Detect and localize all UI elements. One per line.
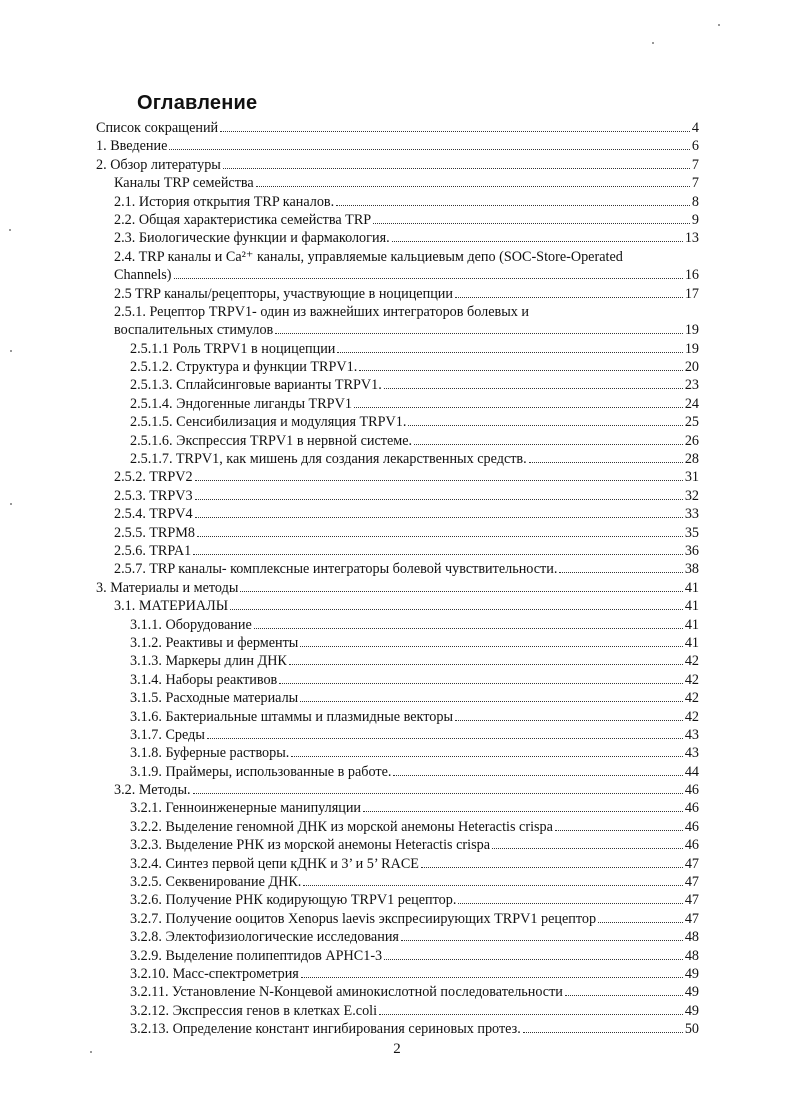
toc-entry	[96, 505, 699, 523]
toc-entry	[96, 376, 699, 394]
toc-entry-title: 3.2.7. Получение ооцитов Xenopus laevis экспресиирующих TRPV1 рецептор	[130, 910, 597, 927]
dot-leader	[421, 867, 683, 868]
dot-leader	[455, 297, 683, 298]
toc-entry-title: 3.1.6. Бактериальные штаммы и плазмидные векторы	[130, 708, 453, 725]
scan-speck	[718, 24, 720, 26]
toc-entry	[96, 1020, 699, 1038]
dot-leader	[275, 333, 683, 334]
toc-entry-page: 23	[684, 377, 699, 394]
toc-entry-title: Channels)	[114, 267, 172, 284]
dot-leader	[169, 149, 690, 150]
dot-leader	[256, 186, 690, 187]
toc-entry	[96, 799, 699, 817]
toc-entry-page: 31	[684, 469, 699, 486]
toc-entry-page: 28	[684, 451, 699, 468]
toc-entry-title: 2.5.4. TRPV4	[114, 506, 193, 523]
dot-leader	[393, 775, 682, 776]
toc-entry-page: 42	[684, 708, 699, 725]
toc-entry-page: 42	[684, 690, 699, 707]
toc-entry	[96, 542, 699, 560]
toc-entry-title: 1. Введение	[96, 138, 168, 155]
scan-speck	[10, 503, 12, 505]
toc-entry-title: 2.5.1.4. Эндогенные лиганды TRPV1	[130, 395, 352, 412]
toc-entry	[96, 652, 699, 670]
dot-leader	[414, 444, 683, 445]
dot-leader	[337, 352, 682, 353]
toc-entry-page: 43	[684, 726, 699, 743]
dot-leader	[359, 370, 683, 371]
dot-leader	[384, 959, 683, 960]
toc-entry	[96, 781, 699, 799]
toc-entry	[96, 468, 699, 486]
toc-entry-title: 3.2. Методы.	[114, 782, 191, 799]
toc-entry-page: 20	[684, 359, 699, 376]
dot-leader	[174, 278, 683, 279]
toc-entry-page: 9	[691, 211, 699, 228]
dot-leader	[336, 205, 690, 206]
toc-entry-title: Каналы TRP семейства	[114, 175, 254, 192]
toc-entry-title: воспалительных стимулов	[114, 322, 274, 339]
scan-speck	[652, 42, 654, 44]
toc-entry-page: 42	[684, 671, 699, 688]
toc-entry	[96, 248, 699, 266]
toc-entry-title: 3.2.10. Масс-спектрометрия	[130, 965, 299, 982]
toc-entry	[96, 303, 699, 321]
dot-leader	[193, 554, 683, 555]
toc-entry-page: 32	[684, 487, 699, 504]
dot-leader	[303, 885, 682, 886]
toc-entry-title: 2.5.1.6. Экспрессия TRPV1 в нервной системе.	[130, 432, 413, 449]
toc-entry	[96, 891, 699, 909]
toc-entry-title: 3. Материалы и методы	[96, 579, 239, 596]
dot-leader	[240, 591, 682, 592]
toc-entry	[96, 616, 699, 634]
toc-entry	[96, 193, 699, 211]
table-of-contents	[96, 119, 699, 1039]
dot-leader	[301, 977, 683, 978]
toc-entry-page: 25	[684, 414, 699, 431]
page-title: Оглавление	[137, 92, 258, 114]
dot-leader	[363, 811, 683, 812]
toc-entry-title: 2.5 TRP каналы/рецепторы, участвующие в ноцицепции	[114, 285, 453, 302]
toc-entry-title: 3.2.2. Выделение геномной ДНК из морской анемоны Heteractis crispa	[130, 818, 553, 835]
dot-leader	[379, 1014, 683, 1015]
toc-entry-page: 44	[684, 763, 699, 780]
toc-entry-page: 7	[691, 156, 699, 173]
dot-leader	[289, 664, 683, 665]
toc-entry-page: 43	[684, 745, 699, 762]
dot-leader	[207, 738, 683, 739]
toc-entry	[96, 634, 699, 652]
toc-entry	[96, 487, 699, 505]
toc-entry-title: 3.2.8. Электофизиологические исследования	[130, 929, 399, 946]
toc-entry	[96, 910, 699, 928]
toc-entry-page: 41	[684, 579, 699, 596]
toc-entry-page: 4	[691, 120, 699, 136]
toc-entry-title: 2.5.5. TRPM8	[114, 524, 195, 541]
page-number: 2	[393, 1041, 401, 1057]
toc-entry-title: 2.4. TRP каналы и Ca²⁺ каналы, управляемые кальциевым депо (SOC-Store-Operated	[114, 248, 623, 265]
toc-entry	[96, 285, 699, 303]
toc-entry	[96, 450, 699, 468]
toc-entry	[96, 836, 699, 854]
toc-entry-page: 13	[684, 230, 699, 247]
toc-entry-page: 46	[684, 818, 699, 835]
dot-leader	[195, 499, 683, 500]
toc-entry-title: 3.2.1. Генноинженерные манипуляции	[130, 800, 362, 817]
toc-entry-page: 24	[684, 395, 699, 412]
toc-entry-title: 2.5.1.1 Роль TRPV1 в ноцицепции	[130, 340, 336, 357]
toc-entry	[96, 340, 699, 358]
toc-entry-page: 48	[684, 947, 699, 964]
toc-entry-title: 3.2.4. Синтез первой цепи кДНК и 3’ и 5’ RACE	[130, 855, 419, 872]
toc-entry-title: 3.1.2. Реактивы и ферменты	[130, 634, 299, 651]
toc-entry-page: 41	[684, 598, 699, 615]
toc-entry-page: 36	[684, 542, 699, 559]
toc-entry-title: 3.1. МАТЕРИАЛЫ	[114, 598, 229, 615]
toc-entry	[96, 174, 699, 192]
toc-entry	[96, 671, 699, 689]
toc-entry-page: 17	[684, 285, 699, 302]
dot-leader	[279, 683, 683, 684]
toc-entry	[96, 708, 699, 726]
toc-entry-page: 49	[684, 1002, 699, 1019]
toc-entry-title: 3.2.12. Экспрессия генов в клетках E.coli	[130, 1002, 378, 1019]
dot-leader	[555, 830, 683, 831]
dot-leader	[354, 407, 683, 408]
toc-entry	[96, 266, 699, 284]
toc-entry-title: 3.2.13. Определение констант ингибирования сериновых протез.	[130, 1021, 521, 1038]
dot-leader	[373, 223, 690, 224]
toc-entry-page: 47	[684, 892, 699, 909]
toc-entry-page: 42	[684, 653, 699, 670]
toc-entry-title: 2. Обзор литературы	[96, 156, 221, 173]
toc-entry-page: 8	[691, 193, 699, 210]
toc-entry	[96, 413, 699, 431]
toc-entry-title: 2.5.1. Рецептор TRPV1- один из важнейших интеграторов болевых и	[114, 303, 529, 320]
toc-entry-page: 49	[684, 984, 699, 1001]
toc-entry	[96, 137, 699, 155]
toc-entry	[96, 211, 699, 229]
toc-entry-title: 3.1.8. Буферные растворы.	[130, 745, 290, 762]
toc-entry-title: 3.2.5. Секвенирование ДНК.	[130, 874, 302, 891]
toc-entry-title: 2.5.6. TRPA1	[114, 542, 192, 559]
toc-entry	[96, 873, 699, 891]
toc-entry-title: 2.5.1.3. Сплайсинговые варианты TRPV1.	[130, 377, 382, 394]
toc-entry-page: 35	[684, 524, 699, 541]
toc-entry-title: 3.1.9. Праймеры, использованные в работе.	[130, 763, 392, 780]
toc-entry-title: 2.5.1.7. TRPV1, как мишень для создания лекарственных средств.	[130, 451, 527, 468]
toc-entry-page: 47	[684, 910, 699, 927]
dot-leader	[300, 701, 683, 702]
dot-leader	[220, 131, 690, 132]
toc-entry	[96, 726, 699, 744]
toc-entry	[96, 524, 699, 542]
toc-entry-title: 2.5.2. TRPV2	[114, 469, 193, 486]
toc-entry	[96, 432, 699, 450]
toc-entry-page: 46	[684, 800, 699, 817]
toc-entry-page: 7	[691, 175, 699, 192]
dot-leader	[565, 995, 683, 996]
toc-entry	[96, 744, 699, 762]
toc-entry-title: 2.2. Общая характеристика семейства TRP	[114, 211, 372, 228]
toc-entry-title: 2.5.3. TRPV3	[114, 487, 193, 504]
toc-entry	[96, 763, 699, 781]
toc-entry-title: 2.5.1.2. Структура и функции TRPV1.	[130, 359, 358, 376]
toc-entry-title: 2.5.1.5. Сенсибилизация и модуляция TRPV1.	[130, 414, 407, 431]
toc-entry	[96, 229, 699, 247]
dot-leader	[559, 572, 682, 573]
toc-entry-page: 46	[684, 782, 699, 799]
toc-entry	[96, 579, 699, 597]
dot-leader	[408, 425, 682, 426]
toc-entry-title: 3.2.3. Выделение РНК из морской анемоны Heteractis crispa	[130, 837, 491, 854]
dot-leader	[300, 646, 682, 647]
toc-entry	[96, 947, 699, 965]
toc-entry-page: 49	[684, 965, 699, 982]
scan-speck	[90, 1051, 92, 1053]
toc-entry-title: 2.3. Биологические функции и фармакология.	[114, 230, 390, 247]
toc-entry	[96, 965, 699, 983]
dot-leader	[492, 848, 683, 849]
toc-entry	[96, 358, 699, 376]
toc-entry	[96, 1002, 699, 1020]
toc-entry-page: 47	[684, 855, 699, 872]
toc-entry-page: 33	[684, 506, 699, 523]
dot-leader	[384, 388, 683, 389]
toc-entry	[96, 855, 699, 873]
toc-entry-title: 3.1.1. Оборудование	[130, 616, 252, 633]
dot-leader	[223, 168, 690, 169]
toc-entry-title: 3.1.3. Маркеры длин ДНК	[130, 653, 287, 670]
toc-entry	[96, 689, 699, 707]
toc-entry	[96, 818, 699, 836]
toc-entry	[96, 983, 699, 1001]
toc-entry	[96, 395, 699, 413]
toc-entry	[96, 928, 699, 946]
dot-leader	[401, 940, 683, 941]
toc-entry-page: 19	[684, 322, 699, 339]
dot-leader	[455, 720, 683, 721]
toc-entry	[96, 597, 699, 615]
toc-entry-title: 2.1. История открытия TRP каналов.	[114, 193, 335, 210]
dot-leader	[195, 480, 683, 481]
toc-entry-page: 46	[684, 837, 699, 854]
scan-speck	[10, 350, 12, 352]
dot-leader	[230, 609, 683, 610]
dot-leader	[197, 536, 683, 537]
dot-leader	[195, 517, 683, 518]
dot-leader	[523, 1032, 683, 1033]
toc-entry-page: 19	[684, 340, 699, 357]
toc-entry-title: 3.1.4. Наборы реактивов	[130, 671, 278, 688]
toc-entry-page: 41	[684, 616, 699, 633]
toc-entry-title: 3.2.11. Установление N-Концевой аминокислотной последовательности	[130, 984, 563, 1001]
scan-speck	[9, 229, 11, 231]
toc-entry-page: 41	[684, 634, 699, 651]
dot-leader	[193, 793, 683, 794]
dot-leader	[291, 756, 683, 757]
toc-entry	[96, 321, 699, 339]
dot-leader	[392, 241, 683, 242]
toc-entry-title: 3.1.5. Расходные материалы	[130, 690, 299, 707]
toc-entry-title: 3.1.7. Среды	[130, 726, 205, 743]
toc-entry-page: 48	[684, 929, 699, 946]
toc-entry-title: Список сокращений	[96, 120, 219, 136]
toc-entry-page: 47	[684, 874, 699, 891]
toc-entry-title: 2.5.7. TRP каналы- комплексные интеграторы болевой чувствительности.	[114, 561, 558, 578]
toc-entry	[96, 119, 699, 137]
dot-leader	[458, 903, 682, 904]
toc-entry	[96, 560, 699, 578]
dot-leader	[254, 628, 683, 629]
dot-leader	[529, 462, 683, 463]
toc-entry-page: 6	[691, 138, 699, 155]
toc-entry-page: 38	[684, 561, 699, 578]
dot-leader	[598, 922, 683, 923]
toc-entry-title: 3.2.6. Получение РНК кодирующую TRPV1 рецептор.	[130, 892, 457, 909]
toc-entry-page: 50	[684, 1021, 699, 1038]
toc-entry-page: 16	[684, 267, 699, 284]
toc-entry	[96, 156, 699, 174]
toc-entry-page: 26	[684, 432, 699, 449]
toc-entry-title: 3.2.9. Выделение полипептидов APHC1-3	[130, 947, 383, 964]
